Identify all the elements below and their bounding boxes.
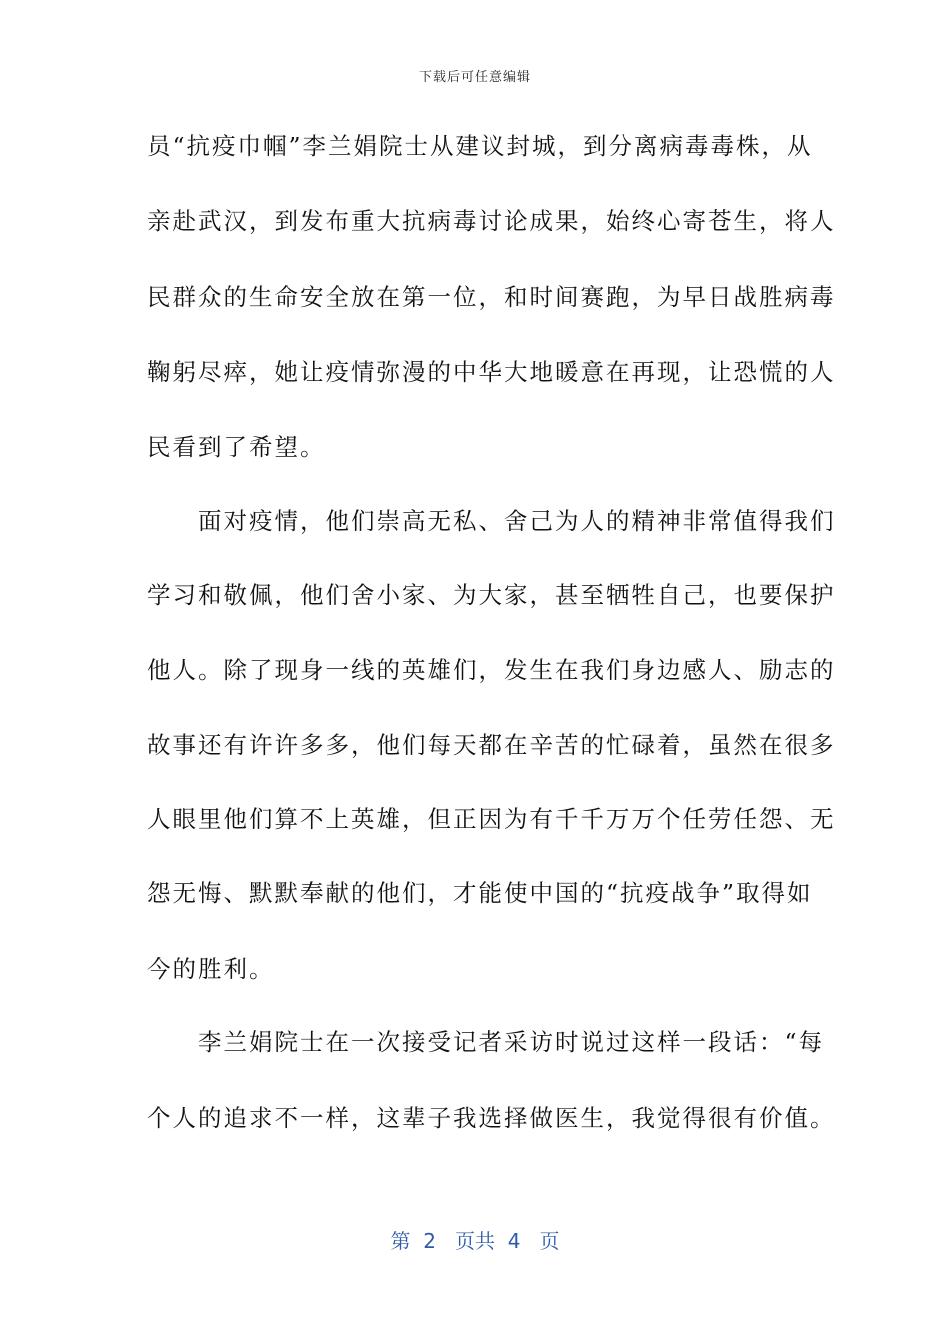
text-line: 人眼里他们算不上英雄，但正因为有千千万万个任劳任怨、无 bbox=[147, 805, 836, 833]
text-line: 民看到了希望。 bbox=[147, 433, 326, 461]
page-number-footer: 第 2 页共 4 页 bbox=[390, 1229, 560, 1253]
page-header-note: 下载后可任意编辑 bbox=[418, 70, 531, 85]
text-line: 学习和敬佩，他们舍小家、为大家，甚至牺牲自己，也要保护 bbox=[147, 581, 836, 609]
text-line: 他人。除了现身一线的英雄们，发生在我们身边感人、励志的 bbox=[147, 656, 836, 684]
text-line: 故事还有许许多多，他们每天都在辛苦的忙碌着，虽然在很多 bbox=[147, 731, 836, 759]
text-line: 亲赴武汉，到发布重大抗病毒讨论成果，始终心寄苍生，将人 bbox=[147, 207, 836, 235]
text-line: 个人的追求不一样，这辈子我选择做医生，我觉得很有价值。 bbox=[147, 1104, 836, 1132]
text-line: 民群众的生命安全放在第一位，和时间赛跑，为早日战胜病毒 bbox=[147, 283, 836, 311]
text-line: 鞠躬尽瘁，她让疫情弥漫的中华大地暖意在再现，让恐慌的人 bbox=[147, 358, 836, 386]
text-line: 怨无悔、默默奉献的他们，才能使中国的“抗疫战争”取得如 bbox=[147, 879, 813, 907]
text-line: 面对疫情，他们崇高无私、舍己为人的精神非常值得我们 bbox=[147, 507, 836, 535]
text-line: 员“抗疫巾帼”李兰娟院士从建议封城，到分离病毒毒株，从 bbox=[147, 132, 813, 160]
text-line: 李兰娟院士在一次接受记者采访时说过这样一段话：“每 bbox=[147, 1028, 825, 1056]
text-line: 今的胜利。 bbox=[147, 955, 275, 983]
